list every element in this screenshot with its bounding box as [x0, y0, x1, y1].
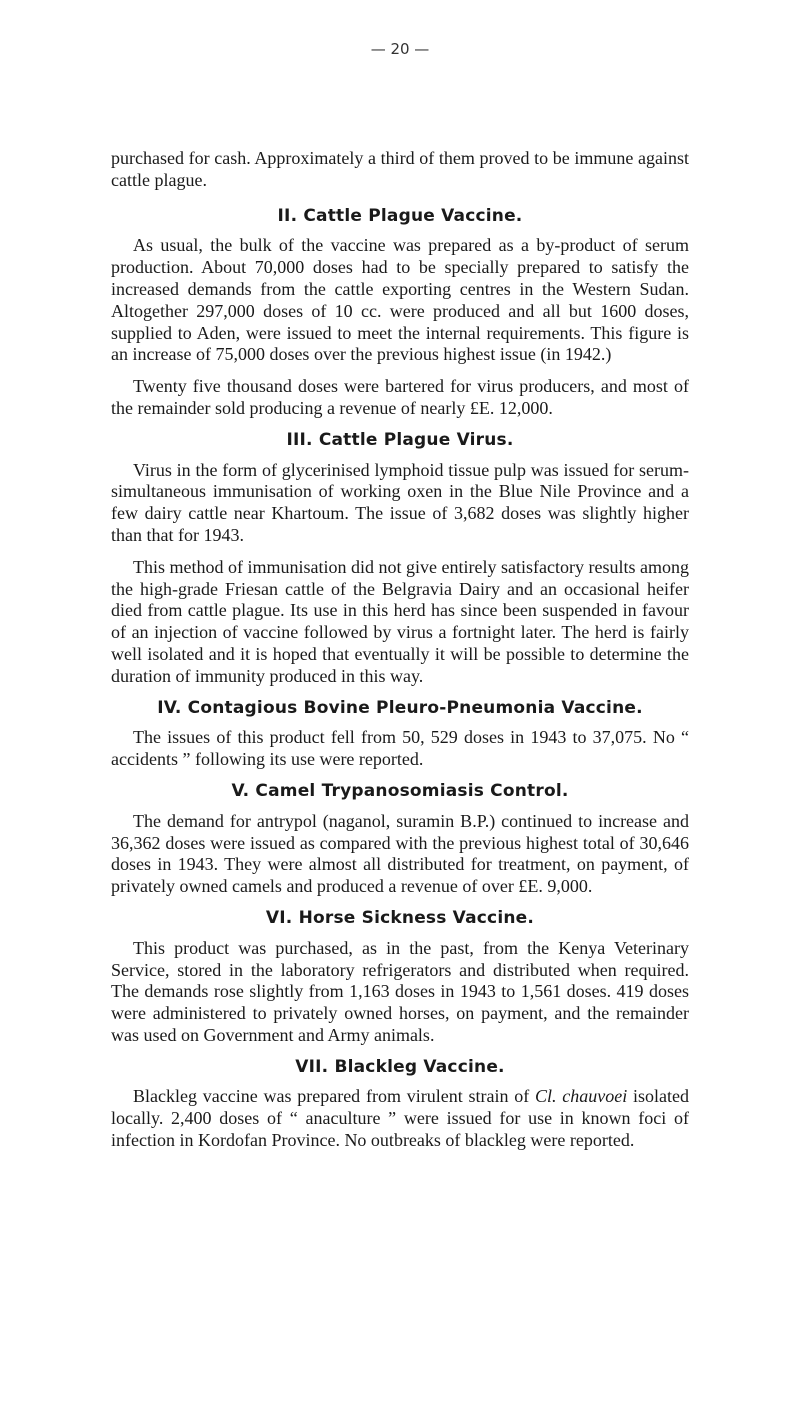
organism-species: chauvoei — [562, 1086, 628, 1107]
paragraph: This method of immunisation did not give entirely satisfactory results among the high-grade Friesan cattle of the Belgravia Dairy and an occasional heifer died from cattle plague. Its use in this herd has since been suspended in favour of an injection of vaccine followed by virus a fortnight later. The herd is fairly well isolated and it is hoped that eventually it will be possible to determine the duration of immunity produced in this way. — [111, 556, 689, 686]
section-cattle-plague-virus — [111, 430, 689, 688]
continued-paragraph: purchased for cash. Approximately a third of them proved to be immune against cattle plague. — [111, 148, 689, 190]
section-blackleg-vaccine — [111, 1057, 689, 1152]
page-body — [111, 148, 689, 1162]
section-heading: V. Camel Trypanosomiasis Control. — [231, 780, 569, 801]
section-pleuro-pneumonia-vaccine — [111, 698, 689, 771]
text-run: isolated locally. 2,400 doses of “ anaculture ” were issued for use in known foci of infection in Kordofan Province. No outbreaks of blackleg were reported. — [111, 1086, 690, 1151]
paragraph: The demand for antrypol (naganol, suramin B.P.) continued to increase and 36,362 doses were issued as compared with the previous highest total of 30,646 doses in 1943. They were almost all distributed for treatment, on payment, of privately owned camels and produced a revenue of over £E. 9,000. — [111, 810, 689, 897]
section-heading: VII. Blackleg Vaccine. — [295, 1056, 505, 1077]
section-horse-sickness-vaccine — [111, 908, 689, 1047]
paragraph — [111, 1086, 689, 1151]
paragraph: Twenty five thousand doses were bartered for virus producers, and most of the remainder sold producing a revenue of nearly £E. 12,000. — [111, 376, 689, 418]
page-number: — 20 — — [370, 40, 430, 58]
section-heading: IV. Contagious Bovine Pleuro-Pneumonia Vaccine. — [157, 697, 643, 718]
section-heading: III. Cattle Plague Virus. — [286, 429, 514, 450]
paragraph: This product was purchased, as in the past, from the Kenya Veterinary Service, stored in the laboratory refrigerators and distributed when required. The demands rose slightly from 1,163 doses in 1943 to 1,561 doses. 419 doses were administered to privately owned horses, on payment, and the remainder was used on Government and Army animals. — [111, 937, 689, 1045]
text-run: Blackleg vaccine was prepared from virulent strain of — [133, 1086, 535, 1107]
section-heading: VI. Horse Sickness Vaccine. — [265, 907, 535, 928]
section-heading: II. Cattle Plague Vaccine. — [277, 205, 523, 226]
paragraph: Virus in the form of glycerinised lymphoid tissue pulp was issued for serum-simultaneous immunisation of working oxen in the Blue Nile Province and a few dairy cattle near Khartoum. The issue of 3,682 doses was slightly higher than that for 1943. — [111, 459, 689, 545]
paragraph: As usual, the bulk of the vaccine was prepared as a by-product of serum production. About 70,000 doses had to be specially prepared to satisfy the increased demands from the cattle exporting centres in the Western Sudan. Altogether 297,000 doses of 10 cc. were produced and all but 1600 doses, supplied to Aden, were issued to meet the internal requirements. This figure is an increase of 75,000 doses over the previous highest issue (in 1942.) — [111, 235, 689, 365]
organism-genus: Cl. — [534, 1086, 557, 1107]
section-camel-trypanosomiasis — [111, 781, 689, 898]
paragraph: The issues of this product fell from 50, 529 doses in 1943 to 37,075. No “ accidents ” following its use were reported. — [111, 727, 689, 770]
section-cattle-plague-vaccine — [111, 206, 689, 420]
